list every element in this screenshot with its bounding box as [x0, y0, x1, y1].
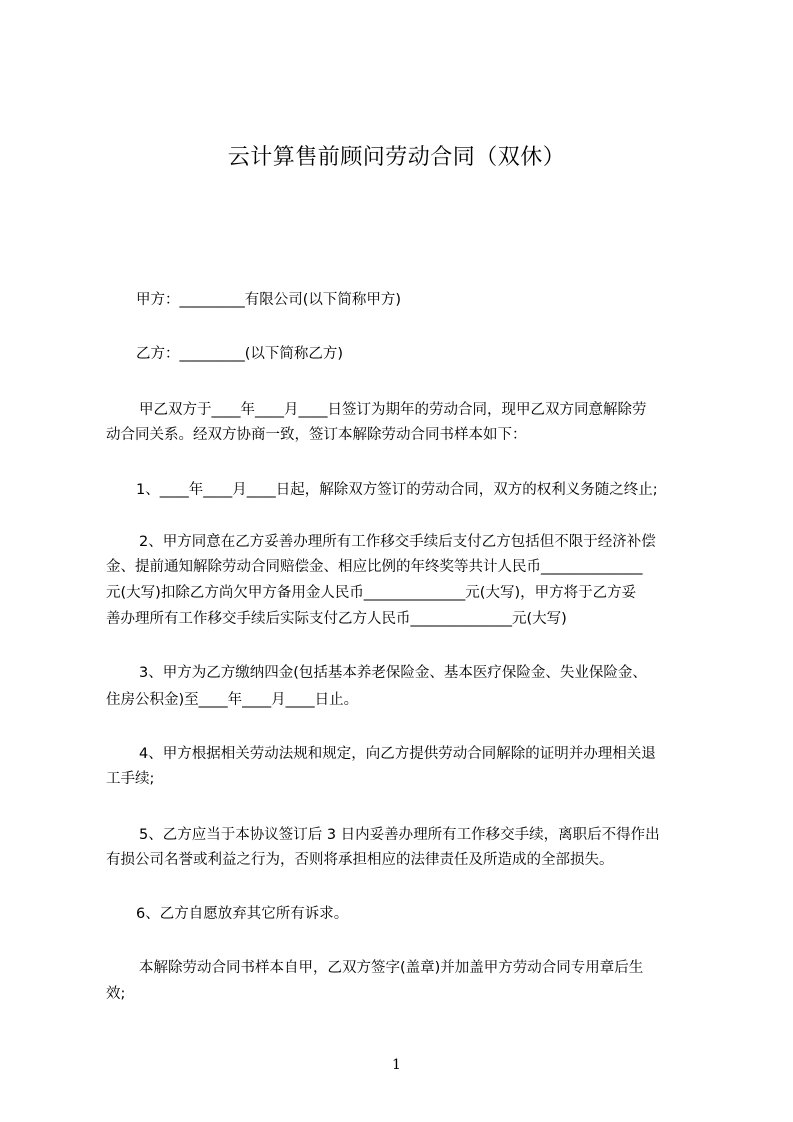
clause-1-line-1: 1、____年____月____日起，解除双方签订的劳动合同，双方的权利义务随之终止; — [136, 482, 658, 498]
clause-2-line-3: 元(大写)扣除乙方尚欠甲方备用金人民币______________元(大写)，甲方将于乙方妥 — [106, 585, 637, 601]
page-number: 1 — [392, 1057, 401, 1073]
intro-paragraph-line-1: 甲乙双方于____年____月____日签订为期年的劳动合同，现甲乙双方同意解除劳 — [139, 402, 647, 418]
clause-2-line-1: 2、甲方同意在乙方妥善办理所有工作移交手续后支付乙方包括但不限于经济补偿 — [139, 534, 656, 550]
clause-4-line-2: 工手续; — [106, 771, 155, 787]
clause-4-line-1: 4、甲方根据相关劳动法规和规定，向乙方提供劳动合同解除的证明并办理相关退 — [139, 746, 656, 762]
intro-paragraph-line-2: 动合同关系。经双方协商一致，签订本解除劳动合同书样本如下： — [106, 427, 527, 443]
party-a-line: 甲方：_________有限公司(以下简称甲方) — [136, 292, 402, 308]
document-title: 云计算售前顾问劳动合同（双休） — [227, 145, 566, 170]
clause-3-line-2: 住房公积金)至____年____月____日止。 — [106, 692, 359, 708]
effective-clause-line-2: 效; — [106, 986, 126, 1002]
party-b-line: 乙方：_________(以下简称乙方) — [136, 346, 344, 362]
clause-2-line-2: 金、提前通知解除劳动合同赔偿金、相应比例的年终奖等共计人民币______________ — [106, 559, 643, 575]
clause-3-line-1: 3、甲方为乙方缴纳四金(包括基本养老保险金、基本医疗保险金、失业保险金、 — [139, 665, 647, 681]
clause-5-line-2: 有损公司名誉或利益之行为，否则将承担相应的法律责任及所造成的全部损失。 — [106, 852, 614, 868]
clause-2-line-4: 善办理所有工作移交手续后实际支付乙方人民币______________元(大写) — [106, 611, 567, 627]
clause-5-line-1: 5、乙方应当于本协议签订后 3 日内妥善办理所有工作移交手续，离职后不得作出 — [139, 827, 660, 843]
effective-clause-line-1: 本解除劳动合同书样本自甲，乙双方签字(盖章)并加盖甲方劳动合同专用章后生 — [139, 960, 644, 976]
clause-6-line-1: 6、乙方自愿放弃其它所有诉求。 — [136, 906, 349, 922]
